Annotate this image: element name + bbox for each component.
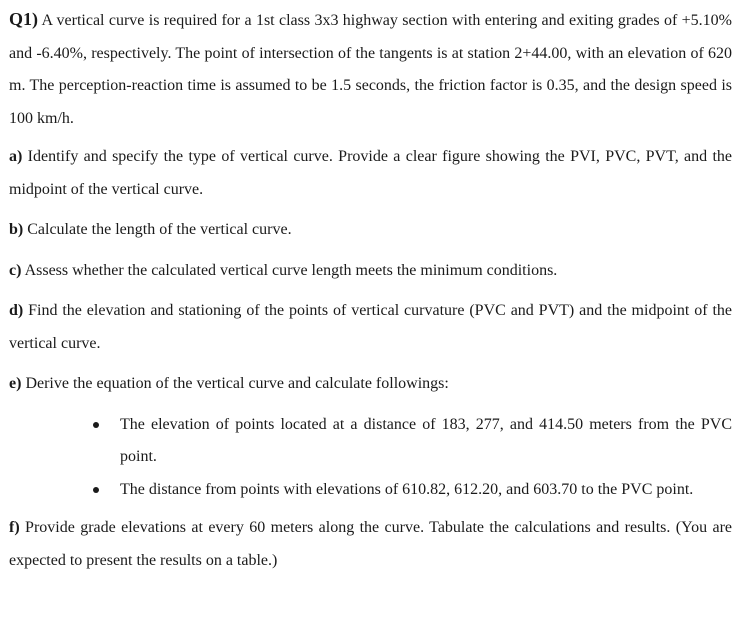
part-e-text: Derive the equation of the vertical curve and calculate followings:: [25, 375, 449, 392]
part-c-label: c): [9, 261, 22, 279]
list-item: [9, 474, 732, 507]
part-b-label: b): [9, 221, 24, 238]
part-d-text: Find the elevation and stationing of the points of vertical curvature (PVC and PVT) and the midpoint of the vertical curve.: [9, 302, 732, 352]
part-d: [9, 295, 732, 360]
part-e-label: e): [9, 375, 22, 392]
question-text: A vertical curve is required for a 1st class 3x3 highway section with entering and exiting grades of +5.10% and -6.40%, respectively. The point of intersection of the tangents is at station 2+44.00, with an elevation of 620 m. The perception-reaction time is assumed to be 1.5 seconds, the friction factor is 0.35, and the design speed is 100 km/h.: [9, 12, 732, 127]
question-label: Q1): [9, 9, 38, 29]
part-d-label: d): [9, 302, 24, 319]
part-e: [9, 368, 732, 401]
part-f: [9, 512, 732, 577]
part-b: [9, 214, 732, 247]
bullet-text: The elevation of points located at a distance of 183, 277, and 414.50 meters from the PVC point.: [120, 415, 732, 465]
part-a-label: a): [9, 148, 23, 165]
part-b-text: Calculate the length of the vertical curve.: [27, 221, 292, 238]
question-intro: [9, 3, 732, 135]
part-f-label: f): [9, 519, 20, 536]
bullet-icon: [93, 487, 99, 493]
bullet-icon: [93, 422, 99, 428]
part-a: [9, 141, 732, 206]
part-e-bullet-list: [9, 409, 732, 507]
part-c: [9, 255, 732, 288]
bullet-text: The distance from points with elevations of 610.82, 612.20, and 603.70 to the PVC point.: [120, 480, 694, 498]
list-item: [9, 409, 732, 474]
part-a-text: Identify and specify the type of vertical curve. Provide a clear figure showing the PVI, PVC, PVT, and the midpoint of the vertical curve.: [9, 148, 733, 198]
part-f-text: Provide grade elevations at every 60 meters along the curve. Tabulate the calculations and results. (You are expected to present the results on a table.): [9, 519, 733, 569]
part-c-text: Assess whether the calculated vertical curve length meets the minimum conditions.: [24, 261, 558, 279]
